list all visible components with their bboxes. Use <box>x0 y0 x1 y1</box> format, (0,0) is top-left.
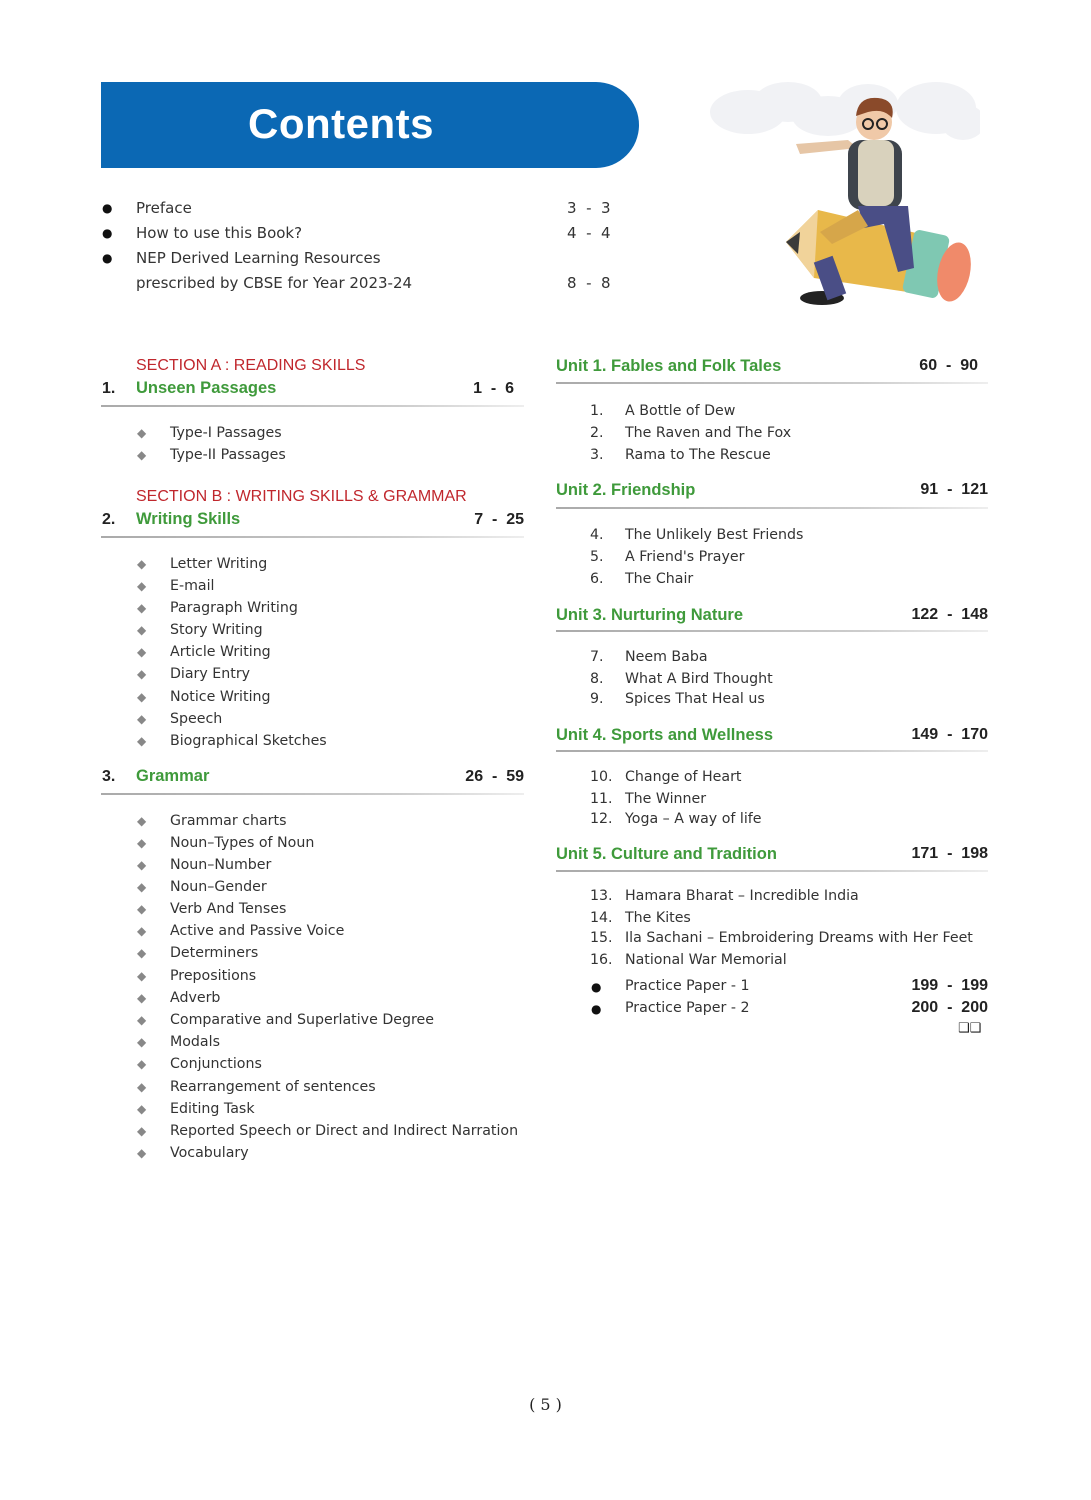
diamond-bullet-icon: ◆ <box>137 902 147 916</box>
intro-pages: 8 - 8 <box>567 274 611 292</box>
chapter-title-writing-skills: Writing Skills <box>136 510 241 528</box>
chapter-title: The Chair <box>625 571 694 587</box>
list-item: Type-I Passages <box>170 425 282 441</box>
divider <box>101 405 524 407</box>
diamond-bullet-icon: ◆ <box>137 667 147 681</box>
chapter-number: 3. <box>590 447 604 463</box>
page-range: 26 - 59 <box>465 768 524 785</box>
bullet-icon: ● <box>591 1002 602 1016</box>
chapter-title: A Bottle of Dew <box>625 403 736 419</box>
chapter-number: 5. <box>590 549 604 565</box>
list-item: Vocabulary <box>170 1145 249 1161</box>
diamond-bullet-icon: ◆ <box>137 880 147 894</box>
chapter-title: The Raven and The Fox <box>625 425 792 441</box>
intro-item: How to use this Book? <box>136 224 303 242</box>
diamond-bullet-icon: ◆ <box>137 836 147 850</box>
diamond-bullet-icon: ◆ <box>137 448 147 462</box>
diamond-bullet-icon: ◆ <box>137 1146 147 1160</box>
practice-paper-item: Practice Paper - 1 <box>625 978 750 994</box>
list-item: Conjunctions <box>170 1056 262 1072</box>
diamond-bullet-icon: ◆ <box>137 601 147 615</box>
divider <box>101 793 524 795</box>
list-item: Noun–Gender <box>170 879 267 895</box>
diamond-bullet-icon: ◆ <box>137 858 147 872</box>
chapter-number: 3. <box>102 768 116 785</box>
diamond-bullet-icon: ◆ <box>137 1035 147 1049</box>
intro-item: Preface <box>136 199 192 217</box>
divider <box>556 507 988 509</box>
diamond-bullet-icon: ◆ <box>137 1124 147 1138</box>
chapter-number: 13. <box>590 888 613 904</box>
bullet-icon: ● <box>102 226 113 240</box>
chapter-title: National War Memorial <box>625 952 787 968</box>
diamond-bullet-icon: ◆ <box>137 645 147 659</box>
chapter-number: 1. <box>102 380 116 397</box>
list-item: Editing Task <box>170 1101 255 1117</box>
list-item: Verb And Tenses <box>170 901 287 917</box>
list-item: Biographical Sketches <box>170 733 327 749</box>
diamond-bullet-icon: ◆ <box>137 557 147 571</box>
diamond-bullet-icon: ◆ <box>137 924 147 938</box>
list-item: Letter Writing <box>170 556 268 572</box>
page-range: 122 - 148 <box>911 606 988 623</box>
list-item: E-mail <box>170 578 215 594</box>
diamond-bullet-icon: ◆ <box>137 579 147 593</box>
list-item: Notice Writing <box>170 689 271 705</box>
chapter-number: 9. <box>590 691 604 707</box>
chapter-number: 15. <box>590 930 613 946</box>
unit-2-title: Unit 2. Friendship <box>556 481 696 499</box>
diamond-bullet-icon: ◆ <box>137 734 147 748</box>
chapter-number: 8. <box>590 671 604 687</box>
list-item: Noun–Number <box>170 857 272 873</box>
list-item: Adverb <box>170 990 221 1006</box>
practice-paper-item: Practice Paper - 2 <box>625 1000 750 1016</box>
list-item: Grammar charts <box>170 813 287 829</box>
list-item: Noun–Types of Noun <box>170 835 315 851</box>
list-item: Article Writing <box>170 644 271 660</box>
diamond-bullet-icon: ◆ <box>137 1013 147 1027</box>
chapter-title: A Friend's Prayer <box>625 549 745 565</box>
chapter-number: 2. <box>102 511 116 528</box>
chapter-number: 4. <box>590 527 604 543</box>
chapter-number: 14. <box>590 910 613 926</box>
divider <box>556 630 988 632</box>
diamond-bullet-icon: ◆ <box>137 426 147 440</box>
list-item: Diary Entry <box>170 666 251 682</box>
cloud-icon <box>710 82 980 140</box>
list-item: Prepositions <box>170 968 257 984</box>
intro-item: NEP Derived Learning Resources <box>136 249 381 267</box>
intro-item: prescribed by CBSE for Year 2023-24 <box>136 274 413 292</box>
section-a-title: SECTION A : READING SKILLS <box>136 357 366 374</box>
page-range: 171 - 198 <box>911 845 988 862</box>
page-title: Contents <box>248 100 434 147</box>
unit-1-title: Unit 1. Fables and Folk Tales <box>556 357 782 375</box>
list-item: Determiners <box>170 945 259 961</box>
list-item: Reported Speech or Direct and Indirect Narration <box>170 1123 519 1139</box>
bullet-icon: ● <box>591 980 602 994</box>
diamond-bullet-icon: ◆ <box>137 623 147 637</box>
diamond-bullet-icon: ◆ <box>137 814 147 828</box>
chapter-title: The Unlikely Best Friends <box>625 527 804 543</box>
list-item: Rearrangement of sentences <box>170 1079 376 1095</box>
divider <box>556 382 988 384</box>
chapter-number: 10. <box>590 769 613 785</box>
page-number: ( 5 ) <box>529 1395 562 1414</box>
bullet-icon: ● <box>102 251 113 265</box>
chapter-title: Change of Heart <box>625 769 742 785</box>
page-range: 199 - 199 <box>911 977 988 994</box>
chapter-title: Yoga – A way of life <box>625 811 762 827</box>
chapter-number: 1. <box>590 403 604 419</box>
divider <box>556 870 988 872</box>
chapter-title: Rama to The Rescue <box>625 447 771 463</box>
chapter-number: 2. <box>590 425 604 441</box>
list-item: Modals <box>170 1034 220 1050</box>
chapter-title: The Kites <box>625 910 691 926</box>
page-range: 60 - 90 <box>919 357 978 374</box>
divider <box>556 750 988 752</box>
chapter-number: 12. <box>590 811 613 827</box>
list-item: Comparative and Superlative Degree <box>170 1012 434 1028</box>
chapter-title: Hamara Bharat – Incredible India <box>625 888 859 904</box>
list-item: Speech <box>170 711 223 727</box>
page-range: 149 - 170 <box>911 726 988 743</box>
page-range: 200 - 200 <box>911 999 988 1016</box>
chapter-number: 16. <box>590 952 613 968</box>
chapter-number: 7. <box>590 649 604 665</box>
diamond-bullet-icon: ◆ <box>137 712 147 726</box>
chapter-title: The Winner <box>625 791 707 807</box>
diamond-bullet-icon: ◆ <box>137 946 147 960</box>
chapter-title-grammar: Grammar <box>136 767 210 785</box>
chapter-title-unseen-passages: Unseen Passages <box>136 379 277 397</box>
section-b-title: SECTION B : WRITING SKILLS & GRAMMAR <box>136 488 467 505</box>
boy-on-pencil-illustration <box>708 82 980 310</box>
unit-4-title: Unit 4. Sports and Wellness <box>556 726 773 744</box>
page-range: 7 - 25 <box>474 511 524 528</box>
list-item: Paragraph Writing <box>170 600 298 616</box>
diamond-bullet-icon: ◆ <box>137 1102 147 1116</box>
unit-3-title: Unit 3. Nurturing Nature <box>556 606 744 624</box>
diamond-bullet-icon: ◆ <box>137 969 147 983</box>
end-mark-icon: ❑❑ <box>958 1021 982 1036</box>
list-item: Type-II Passages <box>170 447 286 463</box>
unit-5-title: Unit 5. Culture and Tradition <box>556 845 777 863</box>
intro-pages: 4 - 4 <box>567 224 611 242</box>
chapter-title: What A Bird Thought <box>625 671 773 687</box>
divider <box>101 536 524 538</box>
diamond-bullet-icon: ◆ <box>137 1057 147 1071</box>
diamond-bullet-icon: ◆ <box>137 690 147 704</box>
chapter-title: Neem Baba <box>625 649 708 665</box>
chapter-title: Spices That Heal us <box>625 691 765 707</box>
bullet-icon: ● <box>102 201 113 215</box>
diamond-bullet-icon: ◆ <box>137 1080 147 1094</box>
diamond-bullet-icon: ◆ <box>137 991 147 1005</box>
intro-pages: 3 - 3 <box>567 199 611 217</box>
chapter-title: Ila Sachani – Embroidering Dreams with Her Feet <box>625 930 973 946</box>
list-item: Story Writing <box>170 622 263 638</box>
page-range: 1 - 6 <box>473 380 514 397</box>
chapter-number: 6. <box>590 571 604 587</box>
page-range: 91 - 121 <box>920 481 988 498</box>
list-item: Active and Passive Voice <box>170 923 345 939</box>
chapter-number: 11. <box>590 791 613 807</box>
